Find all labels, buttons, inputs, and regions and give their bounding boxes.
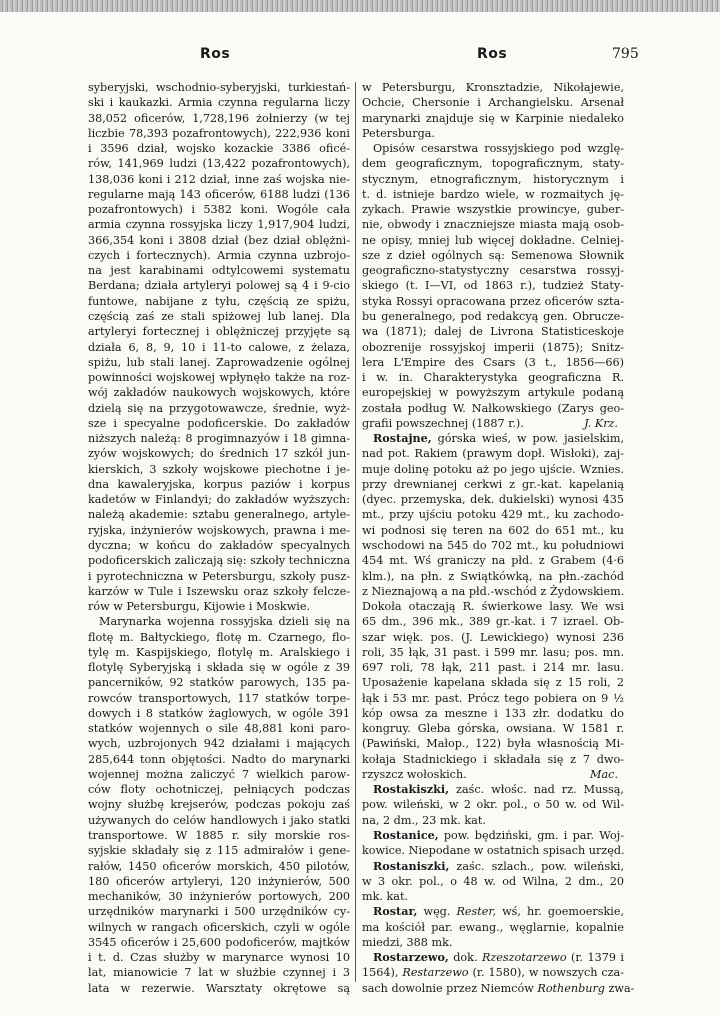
text-line bbox=[362, 263, 624, 278]
line-text: wilnych w rangach oficerskich, czyli w ogóle bbox=[88, 920, 350, 934]
line-text: rałów, 1450 oficerów morskich, 450 pilotów, bbox=[88, 859, 350, 873]
line-text: 285,644 tonn objętości. Nadto do marynarki bbox=[88, 752, 350, 766]
text-line bbox=[88, 645, 350, 660]
text-line bbox=[362, 324, 624, 339]
text-line bbox=[88, 141, 350, 156]
line-text: liczbie 78,393 pozafrontowych), 222,936 koni bbox=[88, 126, 350, 140]
line-text: t. d. istnieje bardzo wiele, w rozmaitych ję- bbox=[362, 187, 624, 201]
line-text: kołaja Stadnickiego i składała się z 7 dwo- bbox=[362, 752, 624, 766]
line-text-continued: wś, hr. goemoerskie, bbox=[496, 905, 625, 919]
text-line bbox=[88, 965, 350, 980]
text-line bbox=[362, 965, 624, 980]
line-text: tylę m. Kaspijskiego, flotylę m. Aralskiego i bbox=[88, 645, 350, 659]
text-line bbox=[362, 309, 624, 324]
text-line bbox=[88, 233, 350, 248]
line-text: muje dolinę potoku aż po jego ujście. Wznies. bbox=[362, 462, 624, 476]
text-line bbox=[88, 904, 350, 919]
text-line bbox=[362, 141, 624, 156]
line-text: zykach. Prawie wszystkie prowincye, guber- bbox=[362, 203, 624, 217]
line-text: kowice. Niepodane w ostatnich spisach urzęd. bbox=[362, 844, 625, 858]
line-text: czych i fortecznych). Armia czynna uzbrojo- bbox=[88, 248, 350, 262]
line-text: pow. będziński, gm. i par. Woj- bbox=[438, 829, 624, 843]
line-text: roli, 35 łąk, 31 past. i 599 mr. lasu; pos. mn. bbox=[362, 645, 624, 659]
line-text: klm.), na płn. z Swiątkówką, na płn.-zachód bbox=[362, 569, 624, 583]
line-text: wój zakładów naukowych wojskowych, które bbox=[88, 386, 350, 400]
line-text: dok. bbox=[448, 951, 482, 965]
entry-headword: Rostar, bbox=[373, 904, 418, 919]
text-line bbox=[362, 660, 624, 675]
text-line bbox=[88, 553, 350, 568]
entry-headword: Rostakiszki, bbox=[373, 782, 450, 797]
entry-headword: Rostanice, bbox=[373, 828, 439, 843]
line-text: 697 roli, 78 łąk, 211 past. i 214 mr. lasu. bbox=[362, 661, 624, 675]
line-text: na, 2 dm., 23 mk. kat. bbox=[362, 813, 486, 827]
text-line bbox=[88, 889, 350, 904]
text-line bbox=[88, 217, 350, 232]
author-signature: Mac. bbox=[590, 767, 618, 781]
line-text: kóp owsa za meszne i 133 złr. dodatku do bbox=[362, 706, 624, 720]
text-line bbox=[362, 843, 624, 858]
line-text: flotę m. Bałtyckiego, flotę m. Czarnego, flo- bbox=[88, 630, 350, 644]
line-text-continued: zwa- bbox=[604, 981, 635, 995]
text-line bbox=[88, 859, 350, 874]
running-head-right: Ros bbox=[477, 46, 508, 62]
line-text: europejskiej w powyższym artykule podaną bbox=[362, 386, 624, 400]
text-line bbox=[88, 950, 350, 965]
italic-term: Rzeszotarzewo bbox=[481, 951, 567, 965]
line-text: z Nieznajową a na płd.-wschód z Żydowskiem. bbox=[362, 584, 625, 598]
line-text: podoficerskich zaliczają się: szkoły techniczna bbox=[88, 554, 351, 568]
text-line bbox=[362, 385, 624, 400]
line-text: rów w Petersburgu, Kijowie i Moskwie. bbox=[88, 600, 311, 614]
column-divider bbox=[355, 82, 356, 982]
text-line bbox=[88, 935, 350, 950]
text-line bbox=[88, 584, 350, 599]
text-line bbox=[362, 691, 624, 706]
text-line bbox=[362, 507, 624, 522]
line-text-continued: (r. 1379 i bbox=[566, 951, 624, 965]
line-text: dzielą się na przygotowawcze, średnie, wyż- bbox=[88, 401, 350, 415]
text-line bbox=[88, 172, 350, 187]
text-line bbox=[88, 721, 350, 736]
line-text: została podług W. Nałkowskiego (Zarys geo- bbox=[362, 401, 624, 415]
line-text: urzędników marynarki i 500 urzędników cy- bbox=[88, 905, 350, 919]
text-line bbox=[88, 981, 350, 996]
line-text: 38,052 oficerów, 1,728,196 żołnierzy (w tej bbox=[88, 111, 350, 125]
line-text-continued: (r. 1580), w nowszych cza- bbox=[468, 966, 625, 980]
text-line bbox=[88, 767, 350, 782]
text-line bbox=[362, 202, 624, 217]
text-line bbox=[88, 111, 350, 126]
text-line bbox=[88, 370, 350, 385]
line-text: w Petersburgu, Kronsztadzie, Nikołajewie, bbox=[362, 81, 624, 94]
italic-term: Rester, bbox=[456, 905, 497, 919]
text-line bbox=[88, 828, 350, 843]
line-text: syberyjski, wschodnio-syberyjski, turkiestań- bbox=[88, 81, 350, 94]
line-text: ma kościół par. ewang., węglarnie, kopalnie bbox=[362, 920, 624, 934]
line-text: transportowe. W 1885 r. siły morskie ros- bbox=[88, 829, 350, 843]
text-line bbox=[88, 736, 350, 751]
line-text: 65 dm., 396 mk., 389 gr.-kat. i 7 izrael. Ob- bbox=[362, 615, 624, 629]
text-line bbox=[362, 431, 624, 446]
text-line bbox=[362, 797, 624, 812]
line-text: lera L'Empire des Csars (3 t., 1856—66) bbox=[362, 355, 624, 369]
text-line bbox=[88, 416, 350, 431]
line-text: zaśc. szlach., pow. wileński, bbox=[449, 859, 624, 873]
text-line bbox=[88, 691, 350, 706]
text-line bbox=[88, 126, 350, 141]
text-line bbox=[362, 782, 624, 797]
line-text: zyów wojskowych; do średnich 17 szkół jun- bbox=[88, 447, 350, 461]
text-line bbox=[362, 889, 624, 904]
line-text: dem geograficznym, topograficznym, staty- bbox=[362, 157, 624, 171]
text-line bbox=[88, 660, 350, 675]
text-line bbox=[362, 828, 624, 843]
text-line bbox=[88, 401, 350, 416]
line-text: karzów w Tule i Iszewsku oraz szkoły felcze- bbox=[88, 584, 350, 598]
line-text: regularne mają 143 oficerów, 6188 ludzi (136 bbox=[88, 187, 350, 201]
text-line bbox=[362, 294, 624, 309]
text-line bbox=[88, 340, 350, 355]
text-line bbox=[362, 370, 624, 385]
text-line bbox=[362, 675, 624, 690]
text-line bbox=[88, 523, 350, 538]
line-text: grafii powszechnej (1887 r.). bbox=[362, 416, 524, 430]
italic-term: Rothenburg bbox=[537, 981, 605, 995]
line-text: powinności wojskowej wpłynęło także na roz- bbox=[88, 371, 350, 385]
line-text: sach dowolnie przez Niemców bbox=[362, 981, 538, 995]
line-text: i t. d. Czas służby w marynarce wynosi 10 bbox=[88, 951, 350, 965]
line-text: rów, 141,969 ludzi (13,422 pozafrontowych), bbox=[88, 157, 350, 171]
text-line bbox=[362, 859, 624, 874]
line-text: zaśc. włośc. nad rz. Mussą, bbox=[449, 783, 624, 797]
text-line bbox=[362, 217, 624, 232]
line-text: stycznym, etnograficznym, historycznym i bbox=[362, 172, 624, 186]
line-text: sze z dzieł ogólnych są: Semenowa Słownik bbox=[362, 248, 624, 262]
line-text: skiego (t. I—VI, od 1863 r.), tudzież Staty- bbox=[362, 279, 624, 293]
text-line bbox=[88, 202, 350, 217]
text-line bbox=[88, 385, 350, 400]
text-line bbox=[88, 920, 350, 935]
line-text: lata w rezerwie. Warsztaty okrętowe są bbox=[88, 981, 350, 995]
text-line bbox=[88, 630, 350, 645]
text-line bbox=[362, 233, 624, 248]
text-line bbox=[362, 95, 624, 110]
text-line bbox=[362, 111, 624, 126]
line-text: Opisów cesarstwa rossyjskiego pod wzglę- bbox=[373, 142, 624, 156]
line-text: na jest karabinami odtylcowemi systematu bbox=[88, 264, 350, 278]
text-line bbox=[88, 477, 350, 492]
text-line bbox=[362, 340, 624, 355]
line-text: kongruy. Gleba górska, owsiana. W 1581 r. bbox=[362, 722, 624, 736]
text-line bbox=[362, 767, 624, 782]
text-line bbox=[88, 431, 350, 446]
text-line bbox=[362, 874, 624, 889]
line-text: wych, uzbrojonych 942 działami i mających bbox=[88, 737, 350, 751]
text-line bbox=[88, 309, 350, 324]
line-text: wi podnosi się teren na 602 do 651 mt., ku bbox=[362, 523, 624, 537]
text-line bbox=[88, 294, 350, 309]
line-text: pancerników, 92 statków parowych, 135 pa- bbox=[88, 676, 350, 690]
text-line bbox=[88, 278, 350, 293]
text-line bbox=[88, 446, 350, 461]
line-text: ców floty ochotniczej, pełniących podczas bbox=[88, 783, 350, 797]
text-line bbox=[88, 614, 350, 629]
italic-term: Restarzewo bbox=[402, 966, 469, 980]
text-line bbox=[88, 95, 350, 110]
line-text: używanych do celów handlowych i jako statki bbox=[88, 813, 350, 827]
text-line bbox=[362, 187, 624, 202]
text-line bbox=[362, 752, 624, 767]
line-text: 180 oficerów artyleryi, 120 inżynierów, 500 bbox=[88, 874, 350, 888]
text-line bbox=[88, 187, 350, 202]
line-text: Petersburga. bbox=[362, 126, 435, 140]
text-line bbox=[362, 569, 624, 584]
line-text: mt., przy ujściu potoku 429 mt., ku zachodo- bbox=[362, 508, 624, 522]
line-text: wschodowi na 545 do 702 mt., ku południowi bbox=[362, 538, 624, 552]
text-line bbox=[362, 278, 624, 293]
line-text: łąk i 53 mr. past. Prócz tego pobiera on 9 ½ bbox=[362, 691, 624, 705]
text-line bbox=[88, 569, 350, 584]
line-text: dna kawaleryjska, korpus paziów i korpus bbox=[88, 477, 350, 491]
line-text: mechaników, 30 inżynierów portowych, 200 bbox=[88, 890, 350, 904]
line-text: przy drewnianej cerkwi z gr.-kat. kapelanią bbox=[362, 477, 624, 491]
line-text: należą akademie: sztabu generalnego, artyle- bbox=[88, 508, 350, 522]
text-line bbox=[88, 538, 350, 553]
text-line bbox=[88, 462, 350, 477]
line-text: górska wieś, w pow. jasielskim, bbox=[431, 432, 624, 446]
line-text: bu generalnego, pod redakcyą gen. Obrucze- bbox=[362, 309, 624, 323]
line-text: Berdana; działa artyleryi polowej są 4 i 9-cio bbox=[88, 279, 350, 293]
running-head-left: Ros bbox=[200, 46, 231, 62]
line-text: ski i kaukazki. Armia czynna regularna liczy bbox=[88, 96, 350, 110]
line-text: dyczna; w końcu do zakładów specyalnych bbox=[88, 538, 350, 552]
text-line bbox=[88, 706, 350, 721]
text-line bbox=[362, 721, 624, 736]
text-line bbox=[362, 813, 624, 828]
line-text: i 3596 dział, wojsko kozackie 3386 oficé- bbox=[88, 142, 350, 156]
line-text: rzyszcz wołoskich. bbox=[362, 767, 467, 781]
line-text: (dyec. przemyska, dek. dukielski) wynosi 435 bbox=[362, 493, 624, 507]
line-text: wojny służbę krejserów, podczas pokoju zaś bbox=[88, 798, 350, 812]
line-text: 138,036 koni i 212 dział, inne zaś wojska nie- bbox=[88, 172, 350, 186]
line-text: częścią zaś ze stali spiżowej lub lanej. Dla bbox=[88, 309, 350, 323]
line-text: statków wojennych o sile 48,881 koni paro- bbox=[88, 722, 350, 736]
text-line bbox=[362, 355, 624, 370]
line-text: funtowe, nabijane z tyłu, częścią ze spiżu, bbox=[88, 294, 350, 308]
text-line bbox=[362, 156, 624, 171]
line-text: rowców transportowych, 117 statków torpe- bbox=[88, 691, 350, 705]
text-line bbox=[88, 675, 350, 690]
line-text: pozafrontowych) i 5382 koni. Wogóle cała bbox=[88, 203, 350, 217]
text-line bbox=[362, 630, 624, 645]
text-line bbox=[88, 797, 350, 812]
line-text: niższych należą: 8 progimnazyów i 18 gimna- bbox=[88, 432, 350, 446]
line-text: styka Rossyi opracowana przez oficerów szta- bbox=[362, 294, 624, 308]
text-line bbox=[362, 904, 624, 919]
line-text: Uposażenie kapelana składa się z 15 roli, 2 bbox=[362, 676, 624, 690]
entry-headword: Rostarzewo, bbox=[373, 950, 449, 965]
line-text: i pyrotechniczna w Petersburgu, szkoły pusz- bbox=[88, 569, 350, 583]
line-text: obozrenije rossyjskoj imperii (1875); Snitz- bbox=[362, 340, 624, 354]
text-line bbox=[362, 950, 624, 965]
line-text: wojennej można zaliczyć 7 wielkich parow- bbox=[88, 767, 350, 781]
text-line bbox=[362, 599, 624, 614]
text-line bbox=[88, 492, 350, 507]
line-text: kierskich, 3 szkoły wojskowe piechotne i je- bbox=[88, 462, 350, 476]
line-text: nad pot. Rakiem (prawym dopł. Wisłoki), zaj- bbox=[362, 447, 624, 461]
line-text: syjskie składały się z 115 admirałów i gene- bbox=[88, 844, 350, 858]
scan-edge-band bbox=[0, 0, 720, 12]
text-line bbox=[362, 706, 624, 721]
line-text: miedzi, 388 mk. bbox=[362, 935, 453, 949]
text-line bbox=[362, 248, 624, 263]
line-text: 366,354 koni i 3808 dział (bez dział oblężni- bbox=[88, 233, 350, 247]
line-text: artyleryi fortecznej i oblężniczej przyjęte są bbox=[88, 325, 350, 339]
text-line bbox=[362, 523, 624, 538]
line-text: Dokoła otaczają R. świerkowe lasy. We wsi bbox=[362, 600, 624, 614]
line-text: Marynarka wojenna rossyjska dzieli się na bbox=[99, 615, 350, 629]
line-text: lat, mianowicie 7 lat w służbie czynnej i 3 bbox=[88, 966, 350, 980]
text-line bbox=[88, 156, 350, 171]
line-text: flotylę Syberyjską i składa się w ogóle z 39 bbox=[88, 661, 350, 675]
author-signature: J. Krz. bbox=[584, 416, 618, 430]
text-line bbox=[362, 401, 624, 416]
line-text: węg. bbox=[417, 905, 457, 919]
line-text: 1564), bbox=[362, 966, 403, 980]
text-line bbox=[88, 782, 350, 797]
line-text: Ochcie, Chersonie i Archangielsku. Arsenał bbox=[362, 96, 624, 110]
line-text: w 3 okr. pol., o 48 w. od Wilna, 2 dm., 20 bbox=[362, 874, 624, 888]
text-line bbox=[362, 920, 624, 935]
text-line bbox=[362, 477, 624, 492]
text-line bbox=[88, 874, 350, 889]
text-line bbox=[362, 462, 624, 477]
text-line bbox=[362, 553, 624, 568]
text-line bbox=[88, 599, 350, 614]
line-text: i w. in. Charakterystyka geograficzna R. bbox=[362, 371, 624, 385]
line-text: 3545 oficerów i 25,600 podoficerów, majtków bbox=[88, 935, 350, 949]
text-line bbox=[362, 446, 624, 461]
text-line bbox=[88, 507, 350, 522]
line-text: armia czynna rossyjska liczy 1,917,904 ludzi, bbox=[88, 218, 350, 232]
left-text-column bbox=[88, 80, 350, 996]
text-line bbox=[362, 492, 624, 507]
line-text: 454 mt. Wś graniczy na płd. z Grabem (4·6 bbox=[362, 554, 624, 568]
text-line bbox=[362, 981, 635, 996]
line-text: sze i specyalne podoficerskie. Do zakładów bbox=[88, 416, 350, 430]
text-line bbox=[362, 126, 624, 141]
entry-headword: Rostajne, bbox=[373, 431, 432, 446]
line-text: kadetów w Finlandyi; do zakładów wyższych: bbox=[88, 493, 350, 507]
line-text: działa 6, 8, 9, 10 i 11-to calowe, z żelaza, bbox=[88, 340, 350, 354]
text-line bbox=[88, 843, 350, 858]
line-text: nie, obwody i znaczniejsze miasta mają osob- bbox=[362, 218, 624, 232]
text-line bbox=[362, 645, 624, 660]
text-line bbox=[362, 584, 624, 599]
line-text: ryjska, inżynierów wojskowych, prawna i me- bbox=[88, 523, 350, 537]
text-line bbox=[88, 324, 350, 339]
text-line bbox=[88, 752, 350, 767]
line-text: pow. wileński, w 2 okr. pol., o 50 w. od Wil- bbox=[362, 798, 624, 812]
text-line bbox=[362, 172, 624, 187]
line-text: dowych i 8 statków żaglowych, w ogóle 391 bbox=[88, 706, 350, 720]
text-line bbox=[362, 614, 624, 629]
line-text: geograficzno-statystyczny cesarstwa rossyj- bbox=[362, 264, 624, 278]
line-text: szar więk. pos. (J. Lewickiego) wynosi 236 bbox=[362, 630, 624, 644]
text-line bbox=[362, 935, 624, 950]
text-line bbox=[362, 416, 624, 431]
text-line bbox=[88, 263, 350, 278]
line-text: ne opisy, mniej lub więcej dokładne. Celniej- bbox=[362, 233, 624, 247]
line-text: marynarki znajduje się w Karpinie niedaleko bbox=[362, 111, 624, 125]
page-number: 795 bbox=[612, 46, 639, 62]
page-header bbox=[0, 46, 720, 68]
text-line bbox=[362, 538, 624, 553]
text-line bbox=[88, 80, 350, 95]
line-text: mk. kat. bbox=[362, 890, 409, 904]
entry-headword: Rostaniszki, bbox=[373, 858, 450, 873]
line-text: wa (1871); dalej de Livrona Statisticeskoje bbox=[362, 325, 624, 339]
text-line bbox=[362, 736, 624, 751]
text-line bbox=[88, 813, 350, 828]
line-text: spiżu, lub stali lanej. Zaprowadzenie ogólnej bbox=[88, 355, 350, 369]
text-line bbox=[88, 248, 350, 263]
text-line bbox=[362, 80, 624, 95]
text-line bbox=[88, 355, 350, 370]
line-text: (Pawiński, Małop., 122) była własnością Mi- bbox=[362, 737, 624, 751]
right-text-column bbox=[362, 80, 635, 996]
